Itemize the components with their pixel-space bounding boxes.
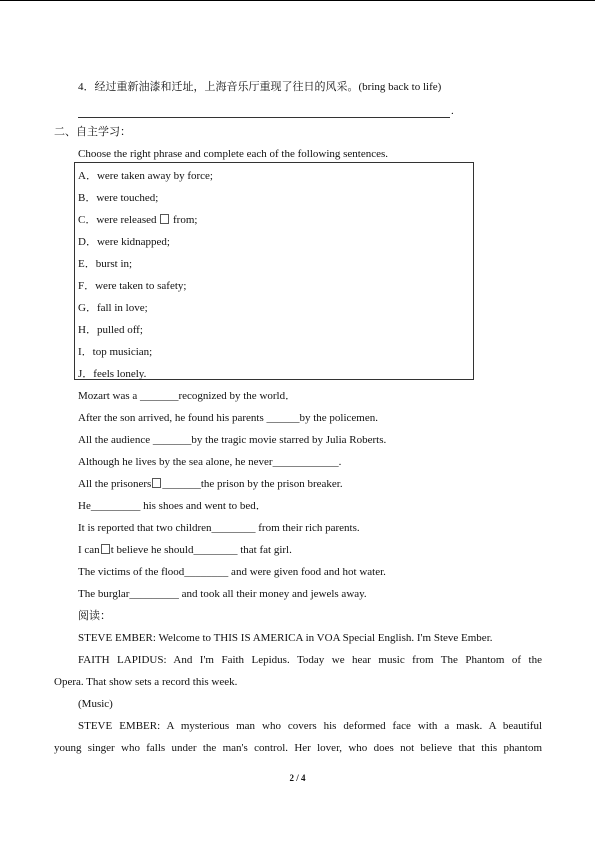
option-e: E．burst in;: [78, 258, 133, 270]
instruction-text: Choose the right phrase and complete each of the following sentences.: [78, 148, 389, 160]
option-i: I．top musician;: [78, 346, 153, 358]
sentence-1: Mozart was a _______recognized by the world．: [78, 390, 297, 402]
option-d: D．were kidnapped;: [78, 236, 170, 248]
option-j: J．feels lonely.: [78, 368, 147, 380]
sentence-6: He_________ his shoes and went to bed．: [78, 500, 267, 512]
translation-item-4: 4．经过重新油漆和迁址，上海音乐厅重现了往日的风采。(bring back to life): [78, 81, 442, 93]
option-c-post: from;: [173, 214, 198, 226]
sentence-10: The burglar_________ and took all their money and jewels away.: [78, 588, 367, 600]
missing-glyph-box: [160, 214, 169, 224]
sentence-9: The victims of the flood________ and were given food and hot water.: [78, 566, 386, 578]
sentence-5-post: _______the prison by the prison breaker.: [162, 478, 343, 490]
reading-para-1: STEVE EMBER: Welcome to THIS IS AMERICA in VOA Special English. I'm Steve Ember.: [78, 632, 493, 644]
option-b: B．were touched;: [78, 192, 159, 204]
section-heading-self-study: 二、自主学习：: [54, 126, 131, 138]
sentence-5: [78, 477, 343, 491]
sentence-8-post: t believe he should________ that fat girl.: [110, 544, 292, 556]
sentence-3: All the audience _______by the tragic movie starred by Julia Roberts.: [78, 434, 387, 446]
sentence-8: [78, 543, 292, 557]
missing-glyph-box: [152, 478, 161, 488]
option-c-pre: C．were released: [78, 214, 157, 226]
reading-para-2-line-2: Opera. That show sets a record this week.: [54, 676, 238, 688]
page-number: 2 / 4: [289, 773, 306, 783]
answer-end-mark: .: [451, 105, 454, 117]
sentence-7: It is reported that two children________ from their rich parents.: [78, 522, 360, 534]
sentence-2: After the son arrived, he found his parents ______by the policemen.: [78, 412, 378, 424]
reading-para-4-line-2: young singer who falls under the man's control. Her lover, who does not believe that this phantom: [54, 742, 542, 754]
answer-blank-line[interactable]: [78, 117, 450, 118]
reading-heading: 阅读：: [78, 610, 111, 622]
reading-para-2-line-1: FAITH LAPIDUS: And I'm Faith Lepidus. Today we hear music from The Phantom of the: [78, 654, 542, 666]
option-f: F．were taken to safety;: [78, 280, 187, 292]
reading-para-4-line-1: STEVE EMBER: A mysterious man who covers his deformed face with a mask. A beautiful: [78, 720, 542, 732]
sentence-5-pre: All the prisoners: [78, 478, 152, 490]
option-h: H．pulled off;: [78, 324, 143, 336]
option-a: A．were taken away by force;: [78, 170, 213, 182]
top-rule: [0, 0, 595, 1]
option-g: G．fall in love;: [78, 302, 148, 314]
reading-para-3: (Music): [78, 698, 113, 710]
missing-glyph-box: [101, 544, 110, 554]
sentence-4: Although he lives by the sea alone, he never____________.: [78, 456, 342, 468]
sentence-8-pre: I can: [78, 544, 100, 556]
option-c: [78, 213, 197, 227]
